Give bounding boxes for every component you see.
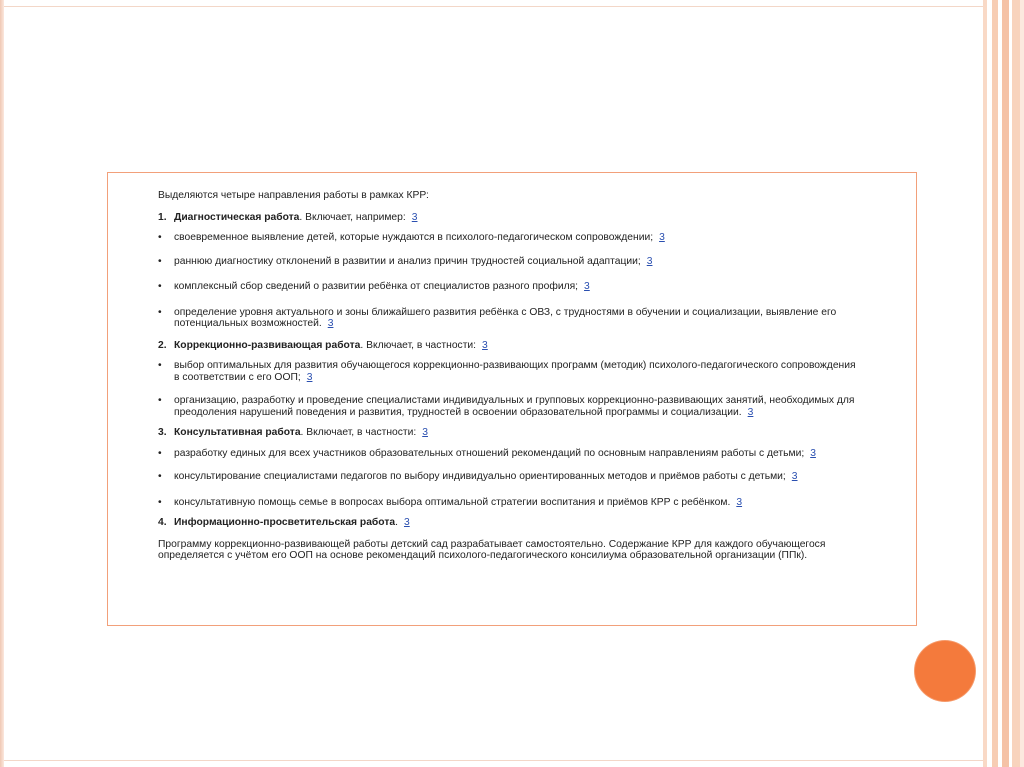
list-item [158, 497, 858, 509]
list-item [158, 281, 858, 293]
list-item-label: определение уровня актуального и зоны ближайшего развития ребёнка с ОВЗ, с трудностями в обучении и социализации, выявление его потенциальных возможностей. [174, 306, 837, 329]
reference-link[interactable]: 3 [482, 339, 488, 351]
bullet-icon: • [158, 447, 162, 459]
top-border-line [4, 6, 984, 7]
decorative-circle [915, 641, 975, 701]
list-item-text [174, 471, 858, 483]
list-item-label: комплексный сбор сведений о развитии ребёнка от специалистов разного профиля; [174, 281, 579, 292]
list-item-label: своевременное выявление детей, которые нуждаются в психолого-педагогическом сопровождении; [174, 232, 654, 243]
reference-link[interactable]: 3 [747, 406, 754, 418]
reference-link[interactable]: 3 [584, 281, 590, 292]
section-heading-text [174, 427, 428, 439]
list-item-text [174, 395, 858, 418]
section-title: Информационно-просветительская работа [174, 517, 396, 528]
section-title: Консультативная работа [174, 427, 301, 438]
section-title: Коррекционно-развивающая работа [174, 339, 361, 351]
reference-link[interactable]: 3 [736, 496, 743, 508]
reference-link[interactable]: 3 [791, 471, 798, 482]
right-stripe [1020, 0, 1024, 767]
list-item [158, 471, 858, 483]
list-item [158, 360, 858, 383]
bullet-icon: • [158, 306, 162, 318]
list-item-text [174, 497, 858, 509]
slide-text [158, 190, 858, 562]
list-item-text [174, 448, 858, 460]
bullet-icon: • [158, 281, 162, 292]
section-heading [158, 212, 858, 224]
section-heading-text [174, 212, 417, 224]
section-lead: . Включает, в частности: [300, 427, 417, 438]
bullet-icon: • [158, 471, 162, 482]
section-lead: . [395, 517, 398, 528]
list-item-label: выбор оптимальных для развития обучающегося коррекционно-развивающих программ (методик) психолого-педагогического сопровождения в соответствии с его ООП; [174, 360, 856, 383]
reference-link[interactable]: 3 [411, 211, 418, 223]
section-number: 1. [158, 211, 167, 223]
section-heading [158, 340, 858, 352]
section-number: 3. [158, 427, 167, 438]
list-item [158, 448, 858, 460]
list-item-text [174, 256, 858, 268]
list-item-text [174, 360, 858, 383]
reference-link[interactable]: 3 [327, 318, 334, 329]
reference-link[interactable]: 3 [810, 447, 816, 459]
list-item [158, 307, 858, 330]
list-item [158, 256, 858, 268]
list-item-label: разработку единых для всех участников образовательных отношений рекомендаций по основным направлениям работы с детьми; [174, 447, 805, 459]
section-title: Диагностическая работа [174, 211, 300, 223]
reference-link[interactable]: 3 [422, 427, 428, 438]
list-item [158, 395, 858, 418]
intro-text: Выделяются четыре направления работы в рамках КРР: [158, 190, 429, 201]
list-item-label: консультативную помощь семье в вопросах выбора оптимальной стратегии воспитания и приёмов КРР с ребёнком. [174, 496, 731, 508]
list-item-text [174, 281, 858, 293]
reference-link[interactable]: 3 [306, 371, 313, 383]
bullet-icon: • [158, 232, 162, 243]
left-edge-decoration [0, 0, 4, 767]
section-heading [158, 517, 858, 529]
bullet-icon: • [158, 360, 162, 371]
section-heading-text [174, 517, 410, 529]
list-item-label: консультирование специалистами педагогов по выбору индивидуально ориентированных методов и приёмов работы с детьми; [174, 471, 786, 482]
bullet-icon: • [158, 255, 162, 267]
section-heading [158, 427, 858, 439]
list-item [158, 232, 858, 244]
right-stripe [1002, 0, 1009, 767]
list-item-text [174, 232, 858, 244]
bullet-icon: • [158, 395, 162, 406]
section-lead: . Включает, в частности: [360, 339, 477, 351]
bottom-border-line [4, 760, 984, 761]
section-number: 2. [158, 339, 167, 351]
right-stripe [1012, 0, 1020, 767]
reference-link[interactable]: 3 [646, 255, 653, 267]
reference-link[interactable]: 3 [403, 517, 410, 528]
section-number: 4. [158, 517, 167, 528]
list-item-text [174, 307, 858, 330]
list-item-label: организацию, разработку и проведение специалистами индивидуальных и групповых коррекционно-развивающих занятий, необходимых для преодоления нарушений поведения и развития, трудностей в освоении образовательной программы и социализации. [174, 395, 855, 418]
section-heading-text [174, 340, 488, 352]
reference-link[interactable]: 3 [659, 232, 665, 243]
closing-text: Программу коррекционно-развивающей работы детский сад разрабатывает самостоятельно. Содержание КРР для каждого обучающегося определяется с учётом его ООП на основе рекомендаций психолого-педагогического консилиума образовательной организации (ППк). [158, 538, 826, 561]
list-item-label: раннюю диагностику отклонений в развитии и анализ причин трудностей социальной адаптации; [174, 255, 641, 267]
bullet-icon: • [158, 496, 162, 508]
section-lead: . Включает, например: [299, 211, 406, 223]
